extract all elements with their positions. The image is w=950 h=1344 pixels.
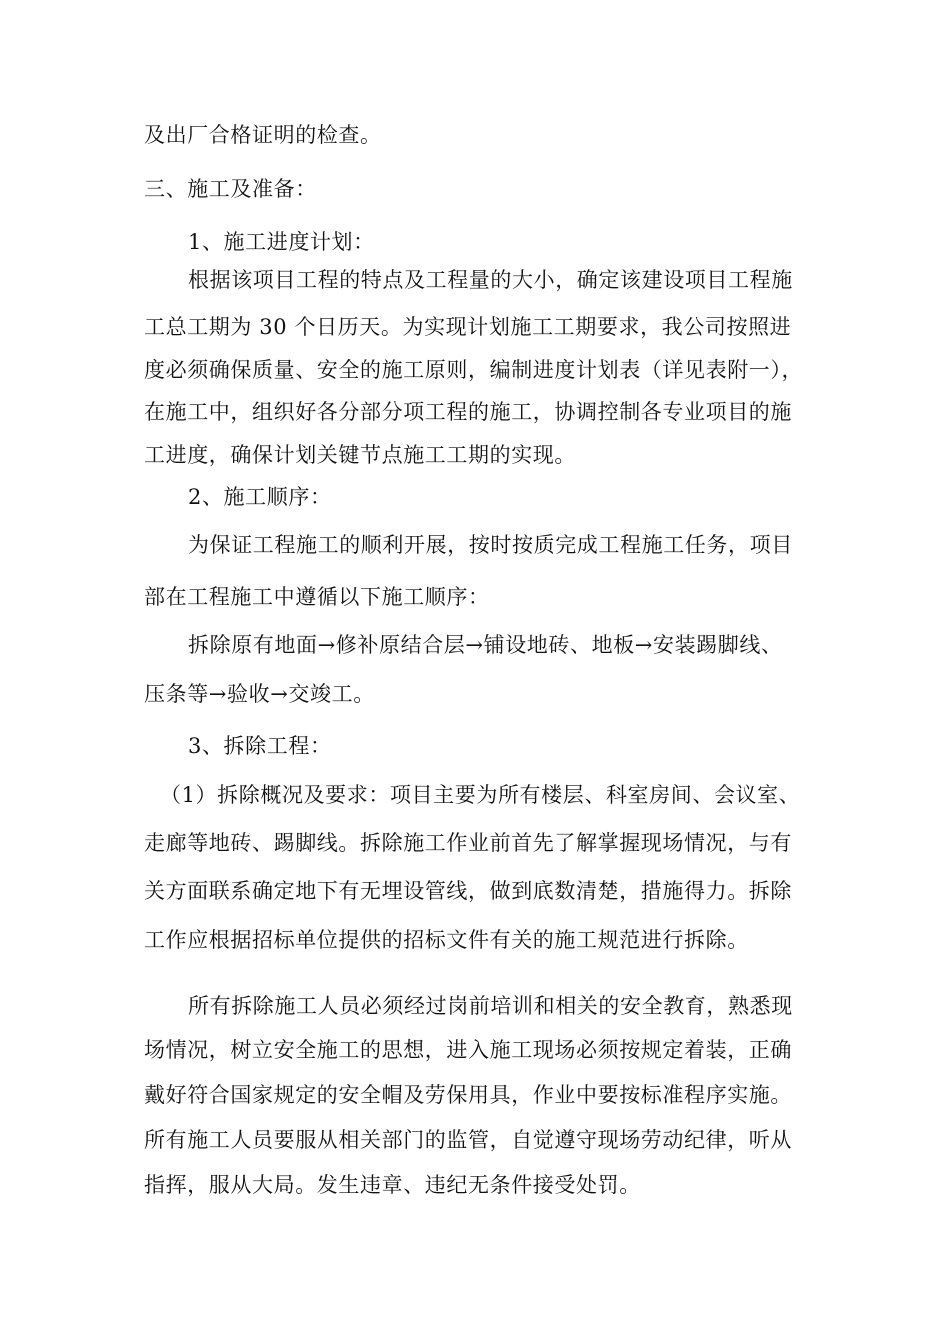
text-line: 关方面联系确定地下有无埋设管线，做到底数清楚，措施得力。拆除 — [144, 879, 792, 903]
text-line: 及出厂合格证明的检查。 — [144, 123, 382, 147]
text-line: 所有施工人员要服从相关部门的监管，自觉遵守现场劳动纪律，听从 — [144, 1128, 792, 1152]
text-line: 为保证工程施工的顺利开展，按时按质完成工程施工任务，项目 — [188, 533, 793, 557]
text-line: 部在工程施工中遵循以下施工顺序： — [144, 585, 490, 609]
text-line: 工作应根据招标单位提供的招标文件有关的施工规范进行拆除。 — [144, 928, 749, 952]
text-line: 根据该项目工程的特点及工程量的大小，确定该建设项目工程施 — [188, 268, 793, 292]
subsection-heading: 3、拆除工程： — [188, 734, 332, 758]
text-line: 在施工中，组织好各分部分项工程的施工，协调控制各专业项目的施 — [144, 400, 792, 424]
text-line: 所有拆除施工人员必须经过岗前培训和相关的安全教育，熟悉现 — [188, 994, 793, 1018]
text-line: 工进度，确保计划关键节点施工工期的实现。 — [144, 443, 576, 467]
text-line: 工总工期为 30 个日历天。为实现计划施工工期要求，我公司按照进 — [144, 315, 792, 339]
text-line: （1）拆除概况及要求：项目主要为所有楼层、科室房间、会议室、 — [160, 783, 801, 807]
subsection-heading: 2、施工顺序： — [188, 485, 332, 509]
text-line: 戴好符合国家规定的安全帽及劳保用具，作业中要按标准程序实施。 — [144, 1083, 792, 1107]
text-line: 指挥，服从大局。发生违章、违纪无条件接受处罚。 — [144, 1173, 641, 1197]
text-line: 场情况，树立安全施工的思想，进入施工现场必须按规定着装，正确 — [144, 1038, 792, 1062]
text-line: 度必须确保质量、安全的施工原则，编制进度计划表（详见表附一）， — [144, 358, 804, 382]
text-line: 压条等→验收→交竣工。 — [144, 682, 375, 706]
text-line: 拆除原有地面→修补原结合层→铺设地砖、地板→安装踢脚线、 — [188, 633, 783, 657]
subsection-heading: 1、施工进度计划： — [188, 230, 375, 254]
text-line: 走廊等地砖、踢脚线。拆除施工作业前首先了解掌握现场情况，与有 — [144, 831, 792, 855]
section-heading: 三、施工及准备： — [144, 177, 317, 201]
